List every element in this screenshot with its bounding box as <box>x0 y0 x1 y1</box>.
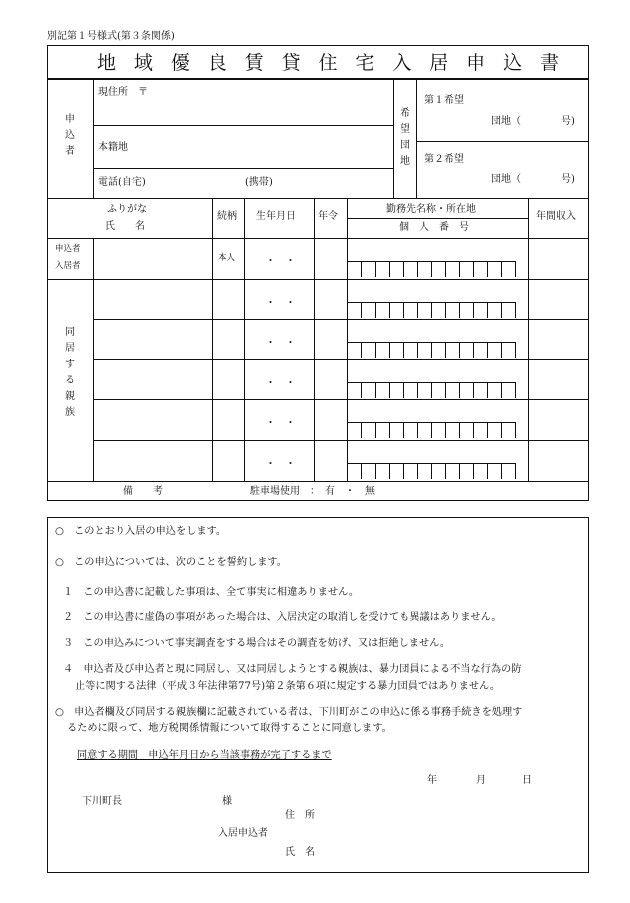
workplace-header: 勤務先名称・所在地 <box>386 204 476 215</box>
birthdate-dots[interactable]: ・・ <box>265 457 305 470</box>
apply-statement: ○ このとおり入居の申込をします。 <box>55 526 227 537</box>
title-char: 優 <box>170 52 190 74</box>
month-label[interactable]: 月 <box>476 775 486 786</box>
pledge-item-1: １ この申込書に記載した事項は、全て事実に相違ありません。 <box>63 587 360 598</box>
personal-number-cells[interactable] <box>347 382 516 398</box>
consent-statement-cont: るために限って、地方税関係情報について取得することに同意します。 <box>67 723 392 734</box>
first-choice-label: 第１希望 <box>424 95 464 106</box>
addressee: 下川町長 <box>82 796 122 807</box>
remarks-label: 備 考 <box>123 486 163 497</box>
title-char: 良 <box>207 52 227 74</box>
personal-number-cells[interactable] <box>347 342 516 358</box>
declaration-box <box>47 517 589 873</box>
domicile-label: 本籍地 <box>98 142 128 153</box>
personal-number-header: 個 人 番 号 <box>399 222 469 233</box>
title-char: 域 <box>133 52 153 74</box>
birthdate-header: 生年月日 <box>256 211 296 222</box>
furigana-header: ふりがな <box>107 204 147 215</box>
income-header: 年間収入 <box>536 211 576 222</box>
personal-number-cells[interactable] <box>347 422 516 438</box>
title-char: 申 <box>466 52 486 74</box>
applicant-row-label: 申込者 <box>55 244 81 254</box>
honorific: 様 <box>222 796 232 807</box>
personal-number-cells[interactable] <box>347 302 516 318</box>
title-char: 宅 <box>355 52 375 74</box>
birthdate-dots[interactable]: ・・ <box>265 336 305 349</box>
parking-usage[interactable]: 駐車場使用 ： 有 ・ 無 <box>250 486 375 497</box>
signer-address-label: 住 所 <box>285 810 315 821</box>
pledge-item-2: ２ この申込書に虚偽の事項があった場合は、入居決定の取消しを受けても異議はありません。 <box>63 612 502 623</box>
self-relation: 本人 <box>218 253 236 263</box>
preferred-danchi-label: 希望団地 <box>400 108 410 167</box>
pledge-item-4: ４ 申込者及び申込者と現に同居し、又は同居しようとする親族は、暴力団員による不当な行為の防 <box>63 664 522 675</box>
current-address-label: 現住所 〒 <box>98 87 148 98</box>
domicile-field[interactable] <box>140 130 390 166</box>
consent-statement: ○ 申込者欄及び同居する親族欄に記載されている者は、下川町がこの申込に係る事務手続きを処理す <box>55 707 523 718</box>
title-char: 入 <box>392 52 412 74</box>
first-choice-danchi[interactable]: 団地（ 号) <box>491 116 575 127</box>
day-label[interactable]: 日 <box>522 775 532 786</box>
form-reference: 別記第１号様式(第３条関係) <box>47 31 175 42</box>
family-section-label: 同居する親族 <box>65 327 75 418</box>
consent-period: 同意する期間 申込年月日から当該事務が完了するまで <box>77 750 332 761</box>
second-choice-label: 第２希望 <box>424 154 464 165</box>
resident-applicant-label: 入居申込者 <box>218 828 268 839</box>
current-address-field[interactable] <box>94 100 392 124</box>
birthdate-dots[interactable]: ・・ <box>265 376 305 389</box>
resident-row-label: 入居者 <box>55 261 81 271</box>
mobile-phone-label: (携帯) <box>245 177 273 188</box>
pledge-item-4-cont: 止等に関する法律（平成３年法律第77号)第２条第６項に規定する暴力団員ではありません。 <box>75 681 501 692</box>
title-char: 貸 <box>281 52 301 74</box>
signer-name-label: 氏 名 <box>285 847 315 858</box>
title-char: 居 <box>429 52 449 74</box>
relation-header: 続柄 <box>217 211 237 222</box>
title-char: 賃 <box>244 52 264 74</box>
birthdate-dots[interactable]: ・・ <box>265 254 305 267</box>
second-choice-danchi[interactable]: 団地（ 号) <box>491 174 575 185</box>
title-char: 書 <box>540 52 560 74</box>
year-label[interactable]: 年 <box>427 775 437 786</box>
name-header: 氏 名 <box>105 221 145 232</box>
pledge-item-3: ３ この申込みについて事実調査をする場合はその調査を妨げ、又は拒絶しません。 <box>63 638 451 649</box>
title-char: 住 <box>318 52 338 74</box>
title-char: 地 <box>97 52 117 74</box>
title-char: 込 <box>503 52 523 74</box>
personal-number-cells[interactable] <box>347 463 516 479</box>
birthdate-dots[interactable]: ・・ <box>265 416 305 429</box>
home-phone-label: 電話(自宅) <box>98 177 146 188</box>
personal-number-cells[interactable] <box>347 261 516 277</box>
pledge-intro: ○ この申込については、次のことを誓約します。 <box>55 557 287 568</box>
birthdate-dots[interactable]: ・・ <box>265 296 305 309</box>
age-header: 年令 <box>318 211 338 222</box>
applicant-section-label: 申込者 <box>65 114 75 157</box>
